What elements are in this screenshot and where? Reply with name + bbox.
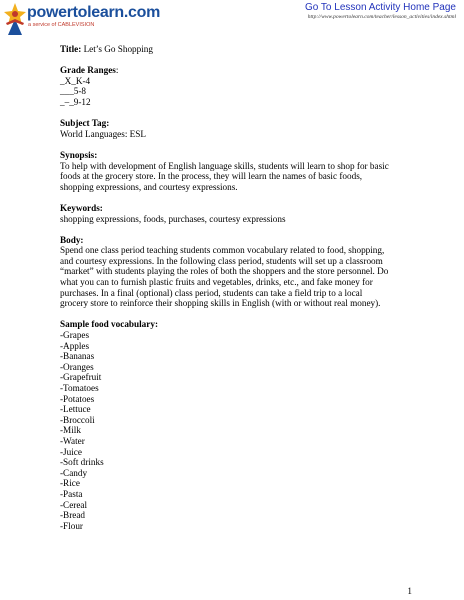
logo-tagline: a service of CABLEVISION — [28, 22, 95, 28]
lesson-document — [60, 44, 420, 531]
page-header — [0, 0, 464, 40]
list-item: -Flour — [60, 520, 83, 531]
list-item: -Bread — [60, 510, 85, 521]
grade-k4: _X_K-4 — [60, 75, 91, 86]
list-item: -Grapes — [60, 330, 90, 341]
list-item: -Tomatoes — [60, 383, 99, 393]
keywords-value: shopping expressions, foods, purchases, courtesy expressions — [60, 213, 286, 224]
list-item: -Milk — [60, 425, 81, 436]
list-item: -Cereal — [60, 499, 88, 510]
body-line: purchases. In a final (optional) class period, students can take a field trip to a local — [60, 287, 363, 298]
body-line: grocery store to reinforce their shopping skills in English (with or without real money). — [60, 298, 381, 309]
body-line: what you can to furnish plastic fruits and vegetables, drinks, etc., and fake money for — [60, 277, 373, 288]
vocab-label: Sample food vocabulary: — [60, 319, 159, 330]
lesson-home-link[interactable]: Go To Lesson Activity Home Page — [304, 2, 456, 13]
synopsis-line: foods at the grocery store. In the process, they will learn the names of basic foods, — [60, 171, 363, 182]
list-item: -Water — [60, 435, 85, 446]
lesson-home-url: http://www.powertolearn.com/teacher/lesson_activities/index.shtml — [307, 14, 456, 20]
body-line: Spend one class period teaching students common vocabulary related to food, shopping, — [60, 245, 385, 256]
list-item: -Candy — [60, 467, 88, 478]
body-line: and courtesy expressions. In the following class period, students will set up a classroom — [60, 255, 383, 266]
subject-label: Subject Tag: — [60, 118, 110, 129]
list-item: -Rice — [60, 478, 80, 489]
list-item: -Broccoli — [60, 414, 95, 425]
body-line: “market” with students playing the roles of both the shoppers and the store personnel. Do — [60, 266, 389, 277]
keywords-label: Keywords: — [60, 202, 103, 213]
list-item: -Soft drinks — [60, 457, 104, 468]
vocab-list — [60, 330, 420, 531]
title-value: Let’s Go Shopping — [83, 44, 153, 54]
list-item: -Pasta — [60, 488, 83, 499]
list-item: -Apples — [60, 340, 90, 351]
list-item: -Lettuce — [60, 404, 91, 415]
synopsis-line: To help with development of English language skills, students will learn to shop for basic — [60, 160, 389, 171]
synopsis-line: shopping expressions, and courtesy expressions. — [60, 181, 238, 192]
logo-figure-icon — [4, 3, 26, 35]
logo-text: powertolearn.com — [27, 4, 161, 21]
grade-9-12: _–_9-12 — [60, 96, 91, 107]
lesson-home-link-block — [305, 2, 456, 20]
powertolearn-logo[interactable] — [4, 3, 164, 37]
grade-5-8: ___5-8 — [60, 86, 87, 97]
synopsis-label: Synopsis: — [60, 149, 98, 160]
subject-value: World Languages: ESL — [60, 128, 147, 139]
list-item: -Bananas — [60, 351, 95, 362]
grade-heading: Grade Ranges: — [60, 65, 119, 76]
list-item: -Oranges — [60, 361, 94, 372]
grade-label: Grade Ranges — [60, 65, 116, 76]
page-number: 1 — [407, 586, 412, 596]
list-item: -Grapefruit — [60, 372, 102, 383]
title-label: Title: — [60, 44, 82, 54]
title-line — [60, 44, 420, 55]
list-item: -Juice — [60, 446, 82, 457]
list-item: -Potatoes — [60, 393, 95, 404]
body-label: Body: — [60, 234, 84, 245]
